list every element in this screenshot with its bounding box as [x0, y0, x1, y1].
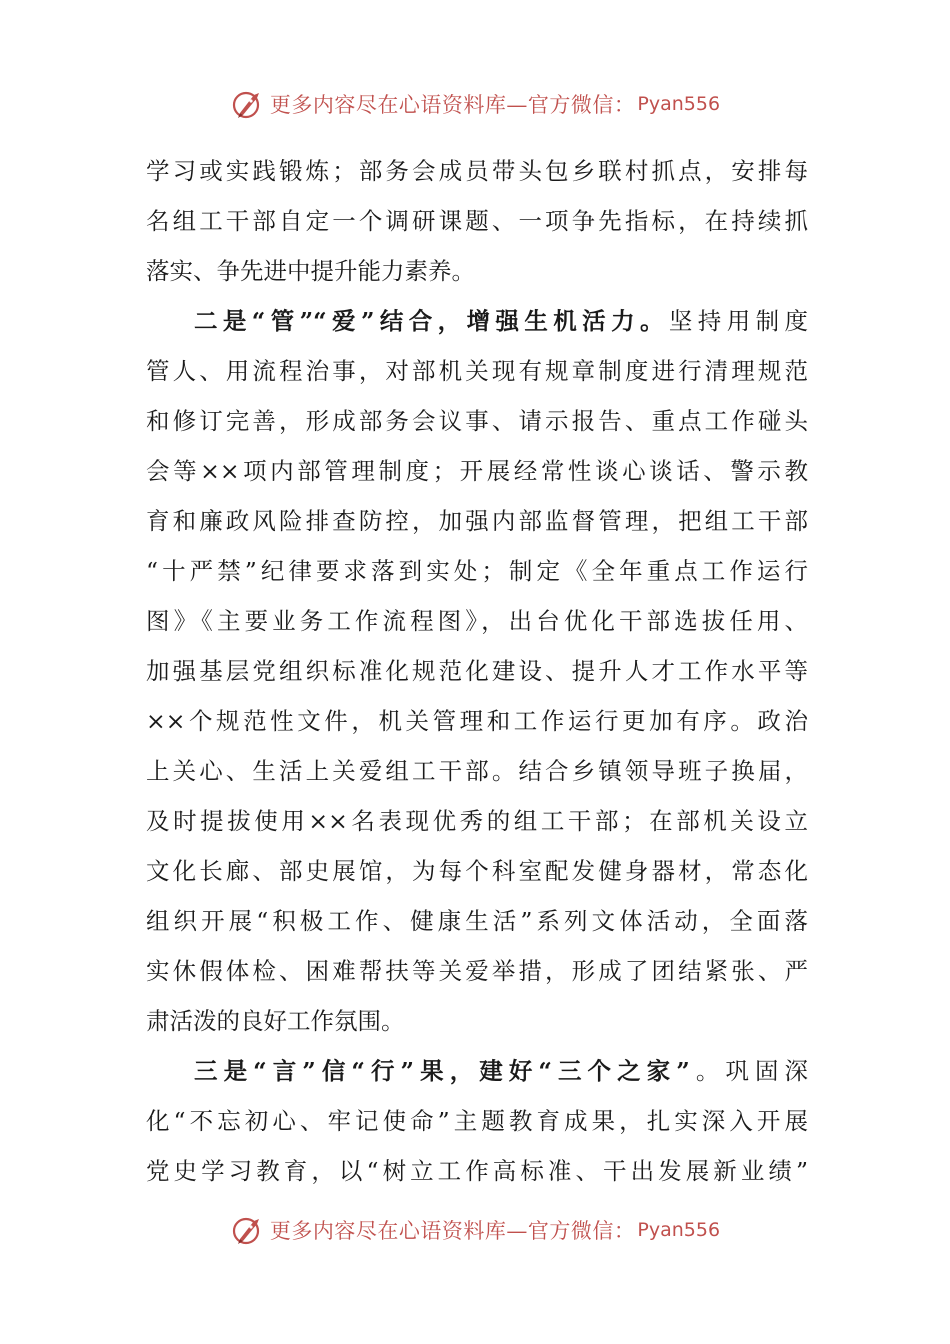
paragraph-first-line [146, 1046, 808, 1096]
paragraph-2 [146, 296, 808, 1046]
text-run: 坚持用制度 [668, 307, 808, 335]
text-line: 文化长廊、部史展馆，为每个科室配发健身器材，常态化 [146, 857, 808, 885]
text-line: 图》《主要业务工作流程图》，出台优化干部选拔任用、 [146, 607, 808, 635]
paragraph-3 [146, 1046, 808, 1196]
text-line: “十严禁”纪律要求落到实处；制定《全年重点工作运行 [146, 557, 808, 585]
section-heading: 三是“言”信“行”果，建好“三个之家” [194, 1057, 690, 1085]
text-line: 管人、用流程治事，对部机关现有规章制度进行清理规范 [146, 357, 808, 385]
watermark-text: 更多内容尽在心语资料库—官方微信： [269, 93, 636, 117]
text-line: 加强基层党组织标准化规范化建设、提升人才工作水平等 [146, 657, 808, 685]
text-line: 党史学习教育，以“树立工作高标准、干出发展新业绩” [146, 1157, 808, 1185]
text-line: 肃活泼的良好工作氛围。 [146, 1007, 405, 1035]
text-line: 及时提拔使用××名表现优秀的组工干部；在部机关设立 [146, 807, 808, 835]
text-line: 育和廉政风险排查防控，加强内部监督管理，把组工干部 [146, 507, 808, 535]
text-line: 学习或实践锻炼；部务会成员带头包乡联村抓点，安排每 [146, 157, 808, 185]
watermark-header [0, 86, 950, 122]
watermark-handle: Pyan556 [637, 1219, 721, 1241]
text-line: 会等××项内部管理制度；开展经常性谈心谈话、警示教 [146, 457, 808, 485]
text-line: 名组工干部自定一个调研课题、一项争先指标，在持续抓 [146, 207, 808, 235]
watermark-footer [0, 1212, 950, 1248]
watermark-text: 更多内容尽在心语资料库—官方微信： [269, 1219, 636, 1243]
text-line: 化“不忘初心、牢记使命”主题教育成果，扎实深入开展 [146, 1107, 808, 1135]
pen-nib-circle-icon [230, 86, 266, 122]
text-line: 落实、争先进中提升能力素养。 [146, 257, 475, 285]
text-run: 。巩固深 [689, 1057, 809, 1085]
text-line: 和修订完善，形成部务会议事、请示报告、重点工作碰头 [146, 407, 808, 435]
watermark-handle: Pyan556 [637, 93, 721, 115]
text-line: 组织开展“积极工作、健康生活”系列文体活动，全面落 [146, 907, 808, 935]
text-line: 实休假体检、困难帮扶等关爱举措，形成了团结紧张、严 [146, 957, 808, 985]
document-body [146, 146, 808, 1196]
pen-nib-circle-icon [230, 1212, 266, 1248]
paragraph-1 [146, 146, 808, 296]
paragraph-first-line [146, 296, 808, 346]
section-heading: 二是“管”“爱”结合，增强生机活力。 [194, 307, 669, 335]
text-line: ××个规范性文件，机关管理和工作运行更加有序。政治 [146, 707, 808, 735]
text-line: 上关心、生活上关爱组工干部。结合乡镇领导班子换届， [146, 757, 808, 785]
